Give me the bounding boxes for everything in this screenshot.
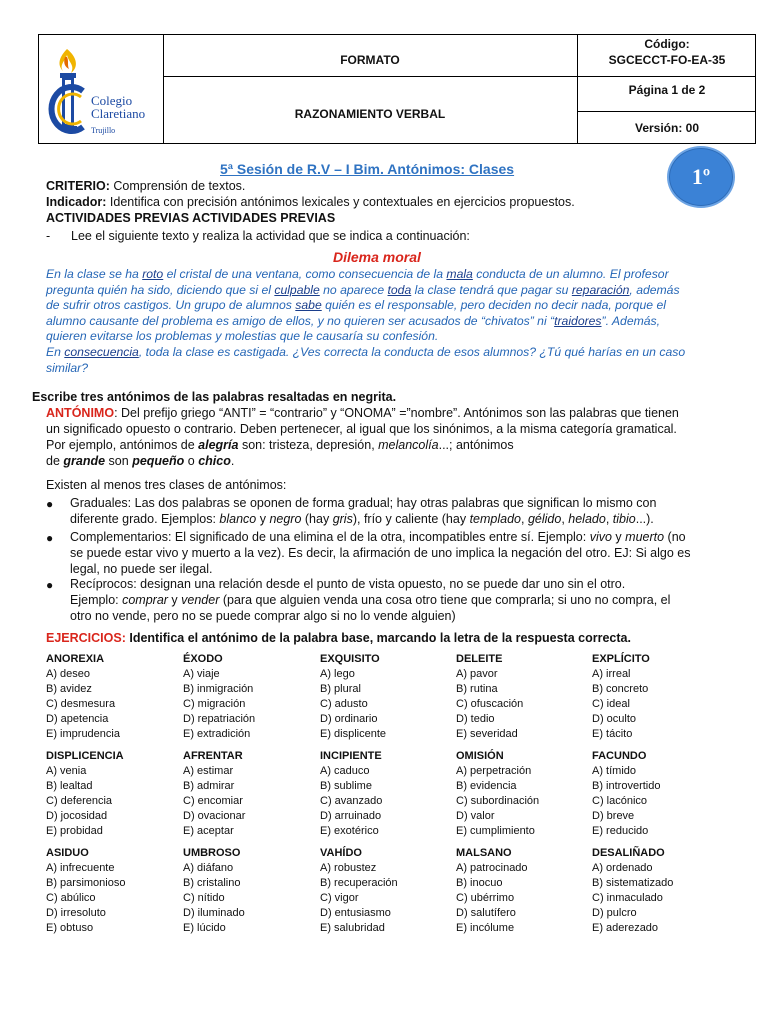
answer-option[interactable]: C) abúlico <box>46 892 96 904</box>
reciprocos-item: Recíprocos: designan una relación desde el punto de vista opuesto, no se puede dar uno sin el otro. Ejemplo: comprar y vender (para que alguien venda una cosa otro tiene que comprarla; si uno no compra, el otro no vende, pero no se puede comprar algo si no lo vende alguien) <box>70 577 671 623</box>
exercise-base-word: EXPLÍCITO <box>592 653 650 665</box>
answer-option[interactable]: B) parsimonioso <box>46 877 126 889</box>
format-label: FORMATO <box>340 53 400 67</box>
answer-option[interactable]: C) avanzado <box>320 795 383 807</box>
actividades-heading: ACTIVIDADES PREVIAS ACTIVIDADES PREVIAS <box>46 211 336 225</box>
answer-option[interactable]: D) oculto <box>592 713 637 725</box>
answer-option[interactable]: E) severidad <box>456 728 518 740</box>
exercise-base-word: DISPLICENCIA <box>46 750 124 762</box>
exercise-base-word: FACUNDO <box>592 750 647 762</box>
exercise-item <box>456 846 586 936</box>
answer-option[interactable]: E) imprudencia <box>46 728 120 740</box>
table-divider <box>163 76 755 77</box>
answer-option[interactable]: E) salubridad <box>320 922 385 934</box>
exercise-base-word: ÉXODO <box>183 653 223 665</box>
exercise-base-word: VAHÍDO <box>320 847 362 859</box>
answer-option[interactable]: A) venia <box>46 765 87 777</box>
answer-option[interactable]: D) apetencia <box>46 713 109 725</box>
answer-option[interactable]: C) lacónico <box>592 795 648 807</box>
highlight-word: culpable <box>274 282 320 297</box>
exercise-item <box>320 749 450 839</box>
answer-option[interactable]: C) nítido <box>183 892 225 904</box>
exercise-base-word: EXQUISITO <box>320 653 380 665</box>
ejercicios-instruction: EJERCICIOS: Identifica el antónimo de la palabra base, marcando la letra de la respuesta correcta. <box>46 631 631 645</box>
answer-option[interactable]: B) sistematizado <box>592 877 674 889</box>
table-divider <box>163 35 164 143</box>
answer-option[interactable]: D) jocosidad <box>46 810 108 822</box>
bullet-icon: ● <box>46 497 54 511</box>
answer-option[interactable]: E) lúcido <box>183 922 226 934</box>
exercise-item <box>592 749 722 839</box>
answer-option[interactable]: B) evidencia <box>456 780 517 792</box>
answer-option[interactable]: E) extradición <box>183 728 251 740</box>
answer-option[interactable]: B) inocuo <box>456 877 503 889</box>
answer-option[interactable]: D) ovacionar <box>183 810 246 822</box>
answer-option[interactable]: E) probidad <box>46 825 103 837</box>
exercise-item <box>320 652 450 742</box>
school-logo <box>45 43 159 139</box>
exercise-base-word: MALSANO <box>456 847 512 859</box>
escribe-instruction: Escribe tres antónimos de las palabras resaltadas en negrita. <box>32 390 397 404</box>
exercise-item <box>46 652 176 742</box>
answer-option[interactable]: E) displicente <box>320 728 387 740</box>
exercise-item <box>456 652 586 742</box>
answer-option[interactable]: A) viaje <box>183 668 220 680</box>
answer-option[interactable]: A) perpetración <box>456 765 532 777</box>
answer-option[interactable]: D) repatriación <box>183 713 256 725</box>
answer-option[interactable]: C) migración <box>183 698 246 710</box>
exercise-item <box>183 846 313 936</box>
answer-option[interactable]: B) rutina <box>456 683 498 695</box>
antonimo-definition: ANTÓNIMO: Del prefijo griego “ANTI” = “contrario” y “ONOMA” =”nombre”. Antónimos son las palabras que tienen un significado opuesto o contrario. Deben pertenecer, al igual que los sinónimos, a la misma categoría gramatical. Por ejemplo, antónimos de alegría son: tristeza, depresión, melancolía...; antónimos de grande son pequeño o chico. <box>46 406 679 468</box>
complementarios-item: Complementarios: El significado de una elimina el de la otra, incompatibles entre sí. Ejemplo: vivo y muerto (no se puede estar vivo y muerto a la vez). Es decir, la afirmación de uno implica la negación del otro. EJ: Si algo es legal, no puede ser ilegal. <box>70 530 691 576</box>
exercise-item <box>46 749 176 839</box>
exercise-item <box>592 652 722 742</box>
answer-option[interactable]: A) diáfano <box>183 862 234 874</box>
table-divider <box>577 111 755 112</box>
answer-option[interactable]: E) obtuso <box>46 922 94 934</box>
graduales-item: Graduales: Las dos palabras se oponen de forma gradual; hay otras palabras que significan lo mismo con diferente grado. Ejemplos: blanco y negro (hay gris), frío y caliente (hay templado, gélido, helado, tibio...). <box>70 496 657 526</box>
answer-option[interactable]: A) tímido <box>592 765 637 777</box>
answer-option[interactable]: A) caduco <box>320 765 370 777</box>
exercise-base-word: OMISIÓN <box>456 750 504 762</box>
answer-option[interactable]: D) arruinado <box>320 810 382 822</box>
exercise-item <box>46 846 176 936</box>
answer-option[interactable]: E) reducido <box>592 825 649 837</box>
answer-option[interactable]: C) desmesura <box>46 698 116 710</box>
highlight-word: mala <box>446 267 473 281</box>
highlight-word: roto <box>142 267 164 281</box>
answer-option[interactable]: C) adusto <box>320 698 368 710</box>
answer-option[interactable]: A) robustez <box>320 862 377 874</box>
answer-option[interactable]: B) admirar <box>183 780 235 792</box>
code-label: Código: <box>644 37 690 51</box>
answer-option[interactable]: A) lego <box>320 668 355 680</box>
answer-option[interactable]: B) inmigración <box>183 683 254 695</box>
version-label: Versión: 00 <box>634 121 700 135</box>
bullet-icon: ● <box>46 578 54 592</box>
story-title: Dilema moral <box>333 249 421 265</box>
answer-option[interactable]: B) avidez <box>46 683 92 695</box>
page-number: Página 1 de 2 <box>628 83 706 97</box>
answer-option[interactable]: B) recuperación <box>320 877 398 889</box>
highlight-word: reparación <box>571 282 630 297</box>
answer-option[interactable]: A) estimar <box>183 765 234 777</box>
highlight-word: sabe <box>295 298 322 313</box>
highlight-word: consecuencia <box>64 344 139 359</box>
exercise-base-word: INCIPIENTE <box>320 750 382 762</box>
answer-option[interactable]: D) ordinario <box>320 713 378 725</box>
answer-option[interactable]: E) aderezado <box>592 922 659 934</box>
answer-option[interactable]: B) plural <box>320 683 361 695</box>
school-name-line1: Colegio <box>91 93 133 108</box>
answer-option[interactable]: C) deferencia <box>46 795 113 807</box>
answer-option[interactable]: B) concreto <box>592 683 649 695</box>
header-table <box>38 34 756 144</box>
answer-option[interactable]: B) introvertido <box>592 780 661 792</box>
code-value: SGCECCT-FO-EA-35 <box>608 53 726 67</box>
exercise-item <box>183 652 313 742</box>
existen-line: Existen al menos tres clases de antónimos: <box>46 478 287 492</box>
answer-option[interactable]: D) iluminado <box>183 907 245 919</box>
exercise-base-word: DELEITE <box>456 653 503 665</box>
answer-option[interactable]: B) sublime <box>320 780 372 792</box>
answer-option[interactable]: C) vigor <box>320 892 359 904</box>
story-text: En la clase se ha roto el cristal de una ventana, como consecuencia de la mala conducta de un alumno. El profesor pregunta quién ha sido, diciendo que si el culpable no aparece toda la clase tendrá que pagar su reparación, además de sufrir otros castigos. Un grupo de alumnos sabe quién es el responsable, pero deciden no decir nada, porque el alumno causante del problema es amigo de ellos, y no quieren ser acusados de “chivatos” ni “traidores”. Además, quieren evitarse los problemas y molestias que le causaría su confesión. En consecuencia, toda la clase es castigada. ¿Ves correcta la conducta de esos alumnos? ¿Tú qué harías en un caso similar? <box>46 267 686 375</box>
answer-option[interactable]: C) ideal <box>592 698 630 710</box>
answer-option[interactable]: E) incólume <box>456 922 515 934</box>
answer-option[interactable]: B) cristalino <box>183 877 241 889</box>
answer-option[interactable]: C) inmaculado <box>592 892 663 904</box>
criterio-line: CRITERIO: Comprensión de textos. <box>46 179 246 193</box>
answer-option[interactable]: D) irresoluto <box>46 907 106 919</box>
highlight-word: toda <box>387 282 412 297</box>
answer-option[interactable]: A) patrocinado <box>456 862 528 874</box>
exercise-item <box>320 846 450 936</box>
exercise-base-word: DESALIÑADO <box>592 847 665 859</box>
answer-option[interactable]: E) aceptar <box>183 825 234 837</box>
answer-option[interactable]: D) pulcro <box>592 907 637 919</box>
answer-option[interactable]: C) subordinación <box>456 795 540 807</box>
answer-option[interactable]: A) infrecuente <box>46 862 115 874</box>
highlight-word: traidores <box>554 313 602 328</box>
answer-option[interactable]: C) ubérrimo <box>456 892 515 904</box>
exercise-base-word: AFRENTAR <box>183 750 243 762</box>
exercise-base-word: UMBROSO <box>183 847 241 859</box>
subject-title: RAZONAMIENTO VERBAL <box>294 107 446 121</box>
answer-option[interactable]: D) salutífero <box>456 907 516 919</box>
answer-option[interactable]: D) entusiasmo <box>320 907 391 919</box>
answer-option[interactable]: C) encomiar <box>183 795 243 807</box>
bullet-icon: ● <box>46 531 54 545</box>
answer-option[interactable]: A) ordenado <box>592 862 653 874</box>
answer-option[interactable]: E) tácito <box>592 728 633 740</box>
session-title: 5ª Sesión de R.V – I Bim. Antónimos: Clases <box>220 161 515 177</box>
exercise-item <box>183 749 313 839</box>
answer-option[interactable]: D) tedio <box>456 713 495 725</box>
answer-option[interactable]: B) lealtad <box>46 780 93 792</box>
answer-option[interactable]: E) exotérico <box>320 825 379 837</box>
answer-option[interactable]: A) irreal <box>592 668 631 680</box>
answer-option[interactable]: D) breve <box>592 810 635 822</box>
exercise-item <box>456 749 586 839</box>
school-city: Trujillo <box>91 126 116 135</box>
exercise-base-word: ANOREXIA <box>46 653 105 665</box>
school-name-line2: Claretiano <box>91 106 146 121</box>
exercise-base-word: ASIDUO <box>46 847 89 859</box>
answer-option[interactable]: A) deseo <box>46 668 91 680</box>
grade-badge: 1º <box>667 146 735 208</box>
answer-option[interactable]: D) valor <box>456 810 495 822</box>
answer-option[interactable]: C) ofuscación <box>456 698 524 710</box>
exercise-item <box>592 846 722 936</box>
answer-option[interactable]: A) pavor <box>456 668 498 680</box>
instruction-line: - Lee el siguiente texto y realiza la actividad que se indica a continuación: <box>46 229 470 243</box>
indicador-line: Indicador: Identifica con precisión antónimos lexicales y contextuales en ejercicios propuestos. <box>46 195 575 209</box>
answer-option[interactable]: E) cumplimiento <box>456 825 535 837</box>
